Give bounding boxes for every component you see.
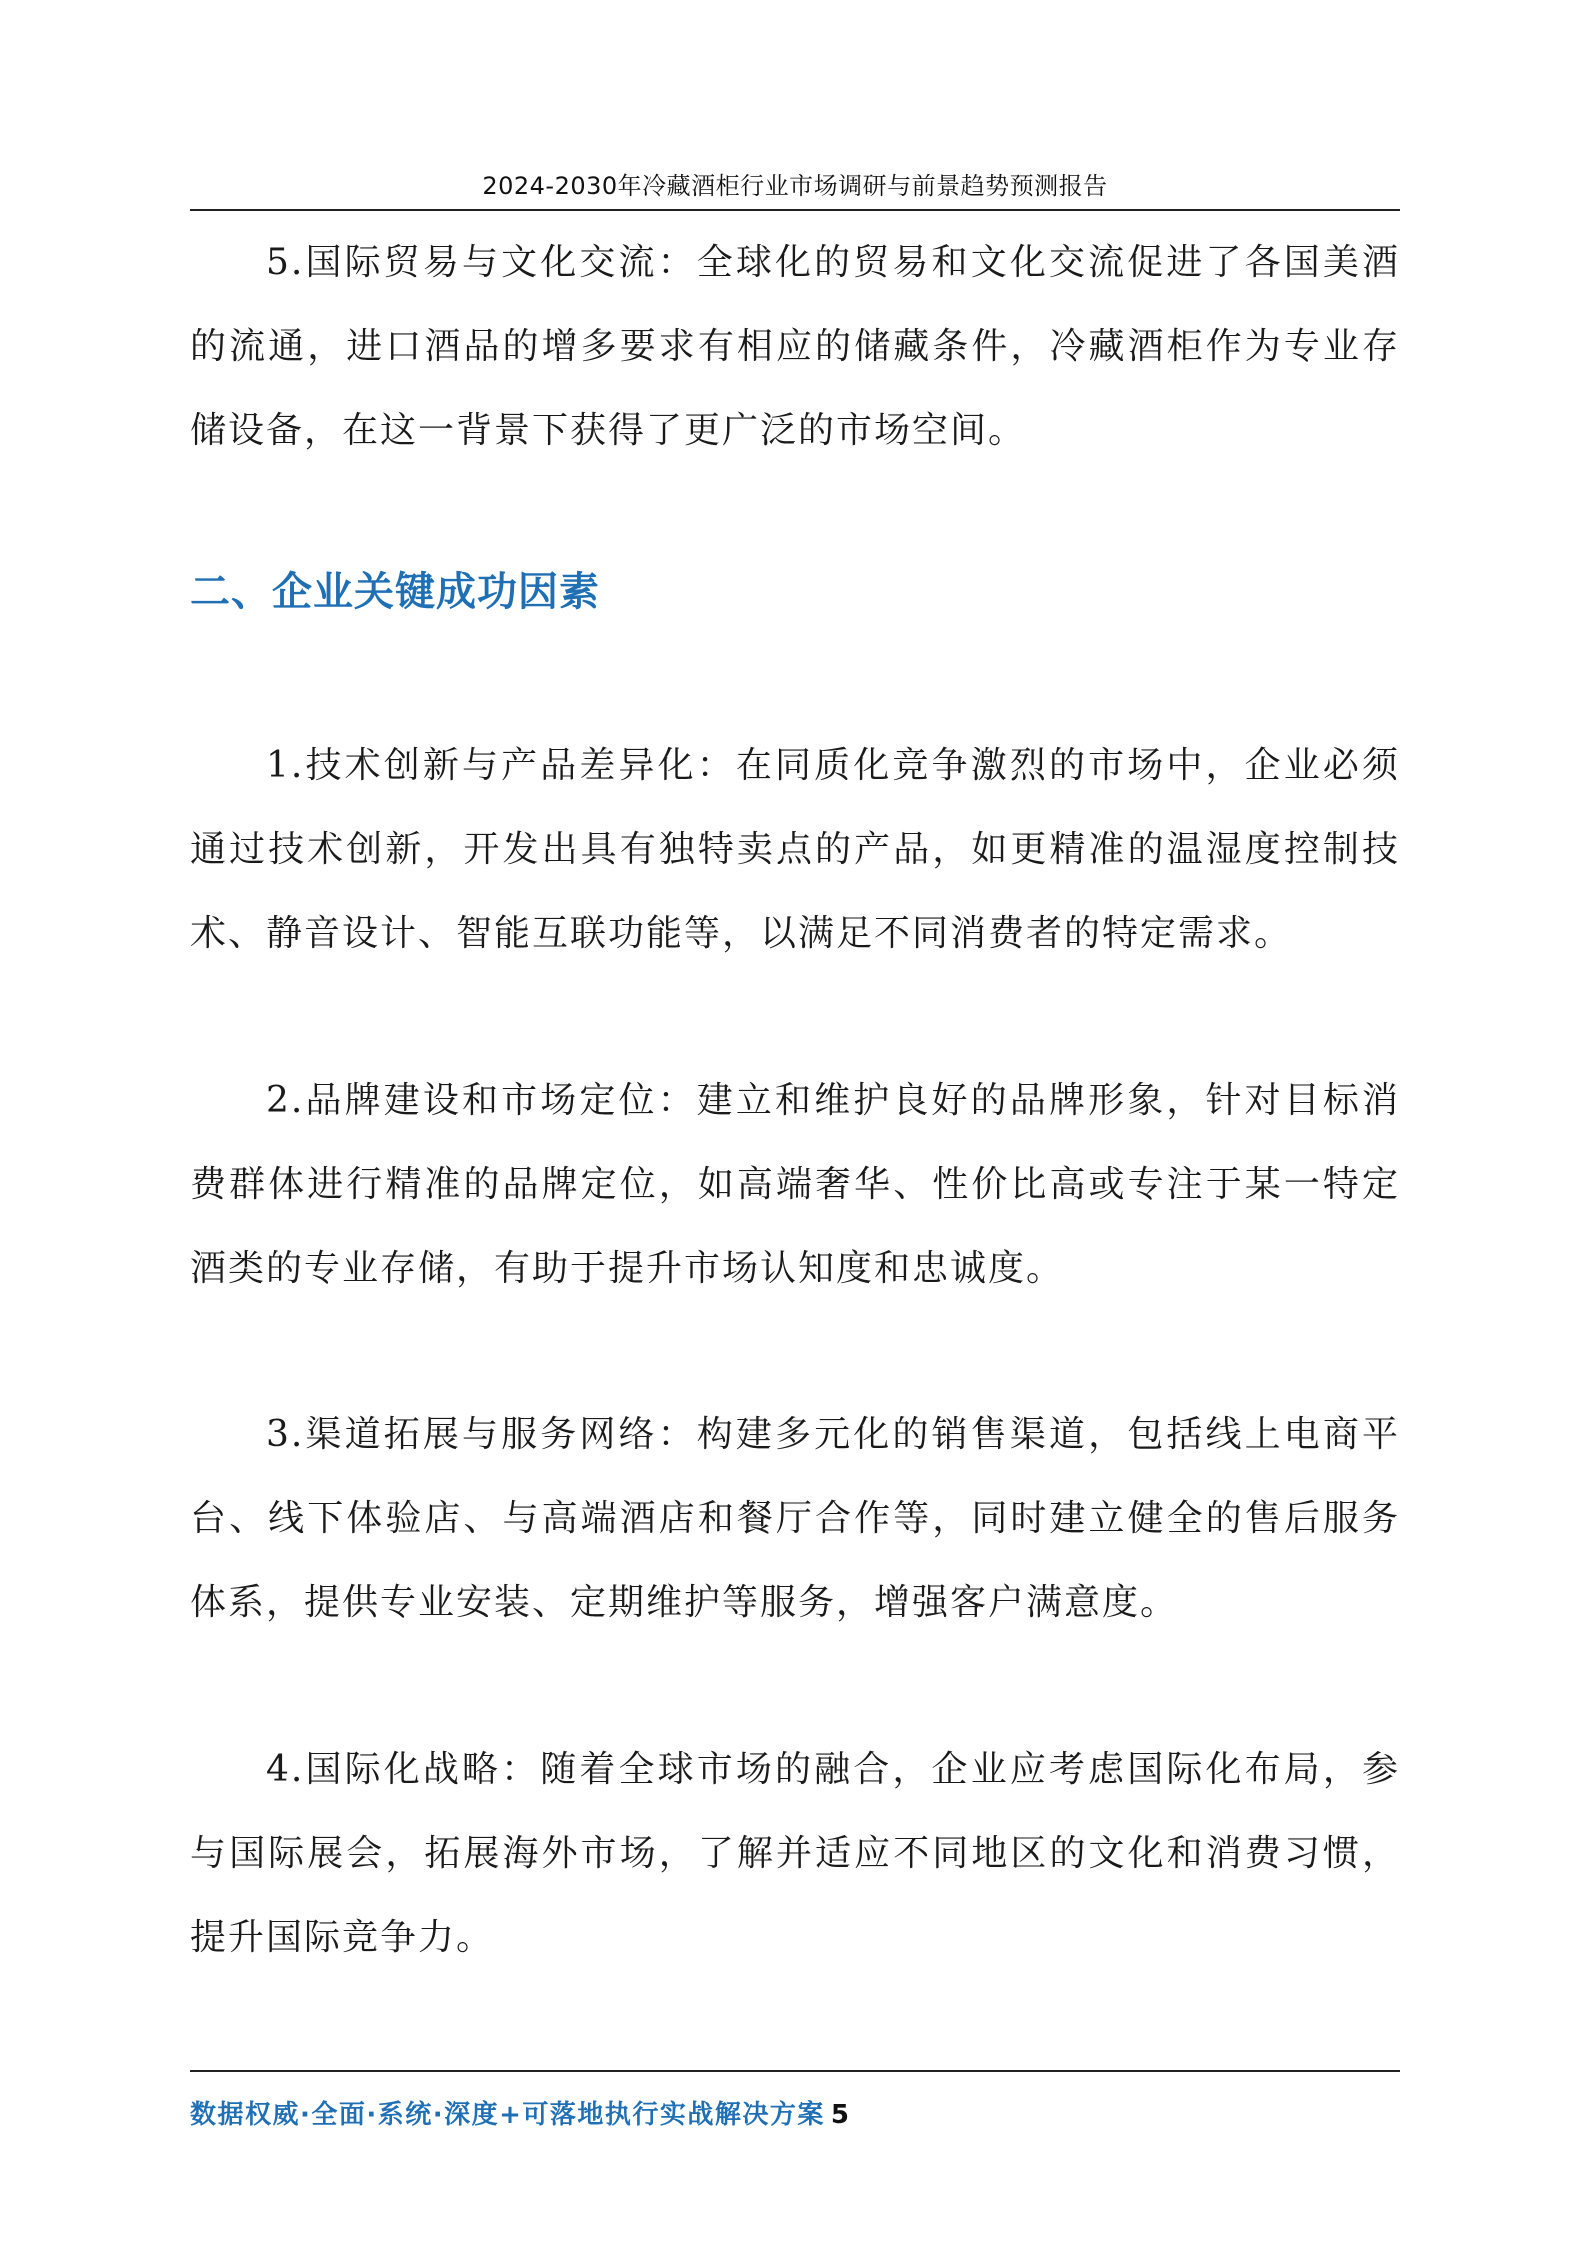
page-number: 5 [830, 2100, 851, 2130]
paragraph-4: 4.国际化战略：随着全球市场的融合，企业应考虑国际化布局，参与国际展会，拓展海外市场，了解并适应不同地区的文化和消费习惯，提升国际竞争力。 [190, 1749, 1400, 1958]
report-header-title: 2024-2030年冷藏酒柜行业市场调研与前景趋势预测报告 [482, 172, 1108, 200]
paragraph-2: 2.品牌建设和市场定位：建立和维护良好的品牌形象，针对目标消费群体进行精准的品牌定位，如高端奢华、性价比高或专注于某一特定酒类的专业存储，有助于提升市场认知度和忠诚度。 [190, 1080, 1400, 1289]
paragraph-1: 1.技术创新与产品差异化：在同质化竞争激烈的市场中，企业必须通过技术创新，开发出具有独特卖点的产品，如更精准的温湿度控制技术、静音设计、智能互联功能等，以满足不同消费者的特定需求。 [190, 745, 1400, 954]
intro-paragraph: 5.国际贸易与文化交流：全球化的贸易和文化交流促进了各国美酒的流通，进口酒品的增多要求有相应的储藏条件，冷藏酒柜作为专业存储设备，在这一背景下获得了更广泛的市场空间。 [190, 242, 1400, 451]
header-divider [190, 209, 1400, 211]
footer-tagline: 数据权威·全面·系统·深度+可落地执行实战解决方案 [190, 2100, 825, 2130]
section-heading: 二、企业关键成功因素 [190, 569, 600, 615]
footer [190, 2094, 851, 2131]
paragraph-3: 3.渠道拓展与服务网络：构建多元化的销售渠道，包括线上电商平台、线下体验店、与高端酒店和餐厅合作等，同时建立健全的售后服务体系，提供专业安装、定期维护等服务，增强客户满意度。 [190, 1414, 1400, 1623]
footer-divider [190, 2070, 1400, 2072]
